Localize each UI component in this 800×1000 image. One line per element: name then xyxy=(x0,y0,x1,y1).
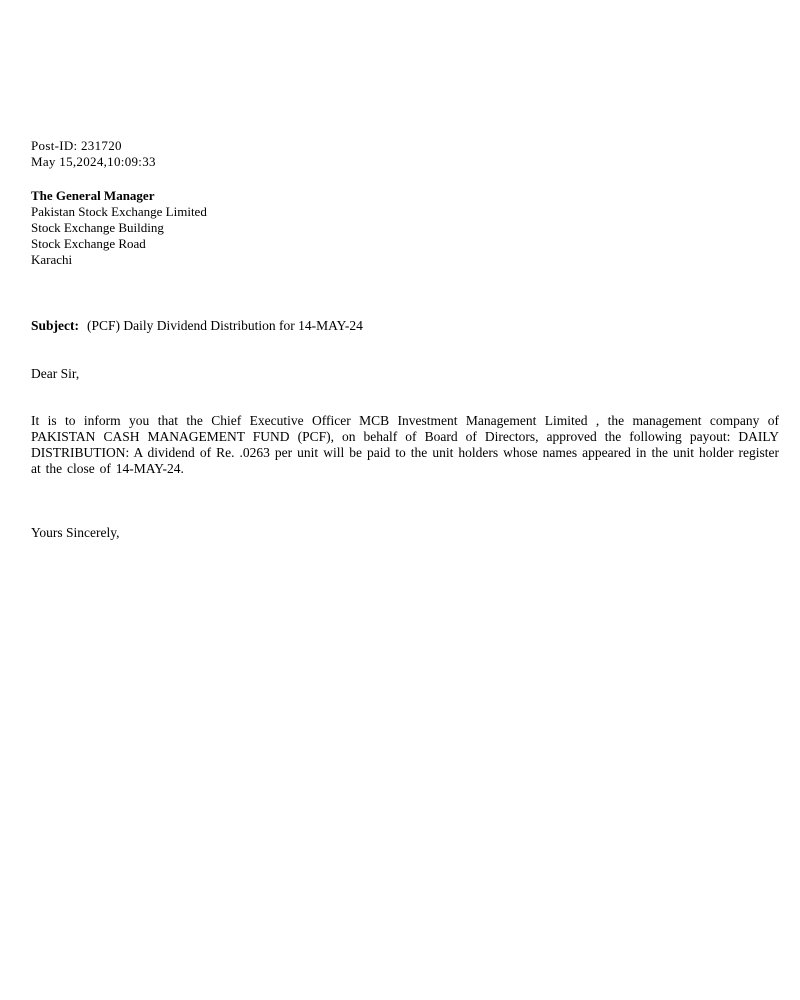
post-meta-block xyxy=(31,138,779,170)
closing: Yours Sincerely, xyxy=(31,525,120,540)
subject-line xyxy=(31,318,779,334)
post-id: Post-ID: 231720 xyxy=(31,138,122,153)
recipient-title: The General Manager xyxy=(31,188,155,203)
recipient-line-road: Stock Exchange Road xyxy=(31,236,146,251)
subject-label: Subject: xyxy=(31,318,79,333)
recipient-line-building: Stock Exchange Building xyxy=(31,220,164,235)
letter-body: It is to inform you that the Chief Executive Officer MCB Investment Management Limited , the management company of PAKISTAN CASH MANAGEMENT FUND (PCF), on behalf of Board of Directors, approved the following payout: DAILY DISTRIBUTION: A dividend of Re. .0263 per unit will be paid to the unit holders whose names appeared in the unit holder register at the close of 14-MAY-24. xyxy=(31,413,779,476)
subject-text: (PCF) Daily Dividend Distribution for 14-MAY-24 xyxy=(87,318,363,333)
post-datetime: May 15,2024,10:09:33 xyxy=(31,154,156,169)
recipient-line-company: Pakistan Stock Exchange Limited xyxy=(31,204,207,219)
recipient-line-city: Karachi xyxy=(31,252,73,267)
recipient-address-block xyxy=(31,188,779,268)
salutation: Dear Sir, xyxy=(31,366,80,381)
